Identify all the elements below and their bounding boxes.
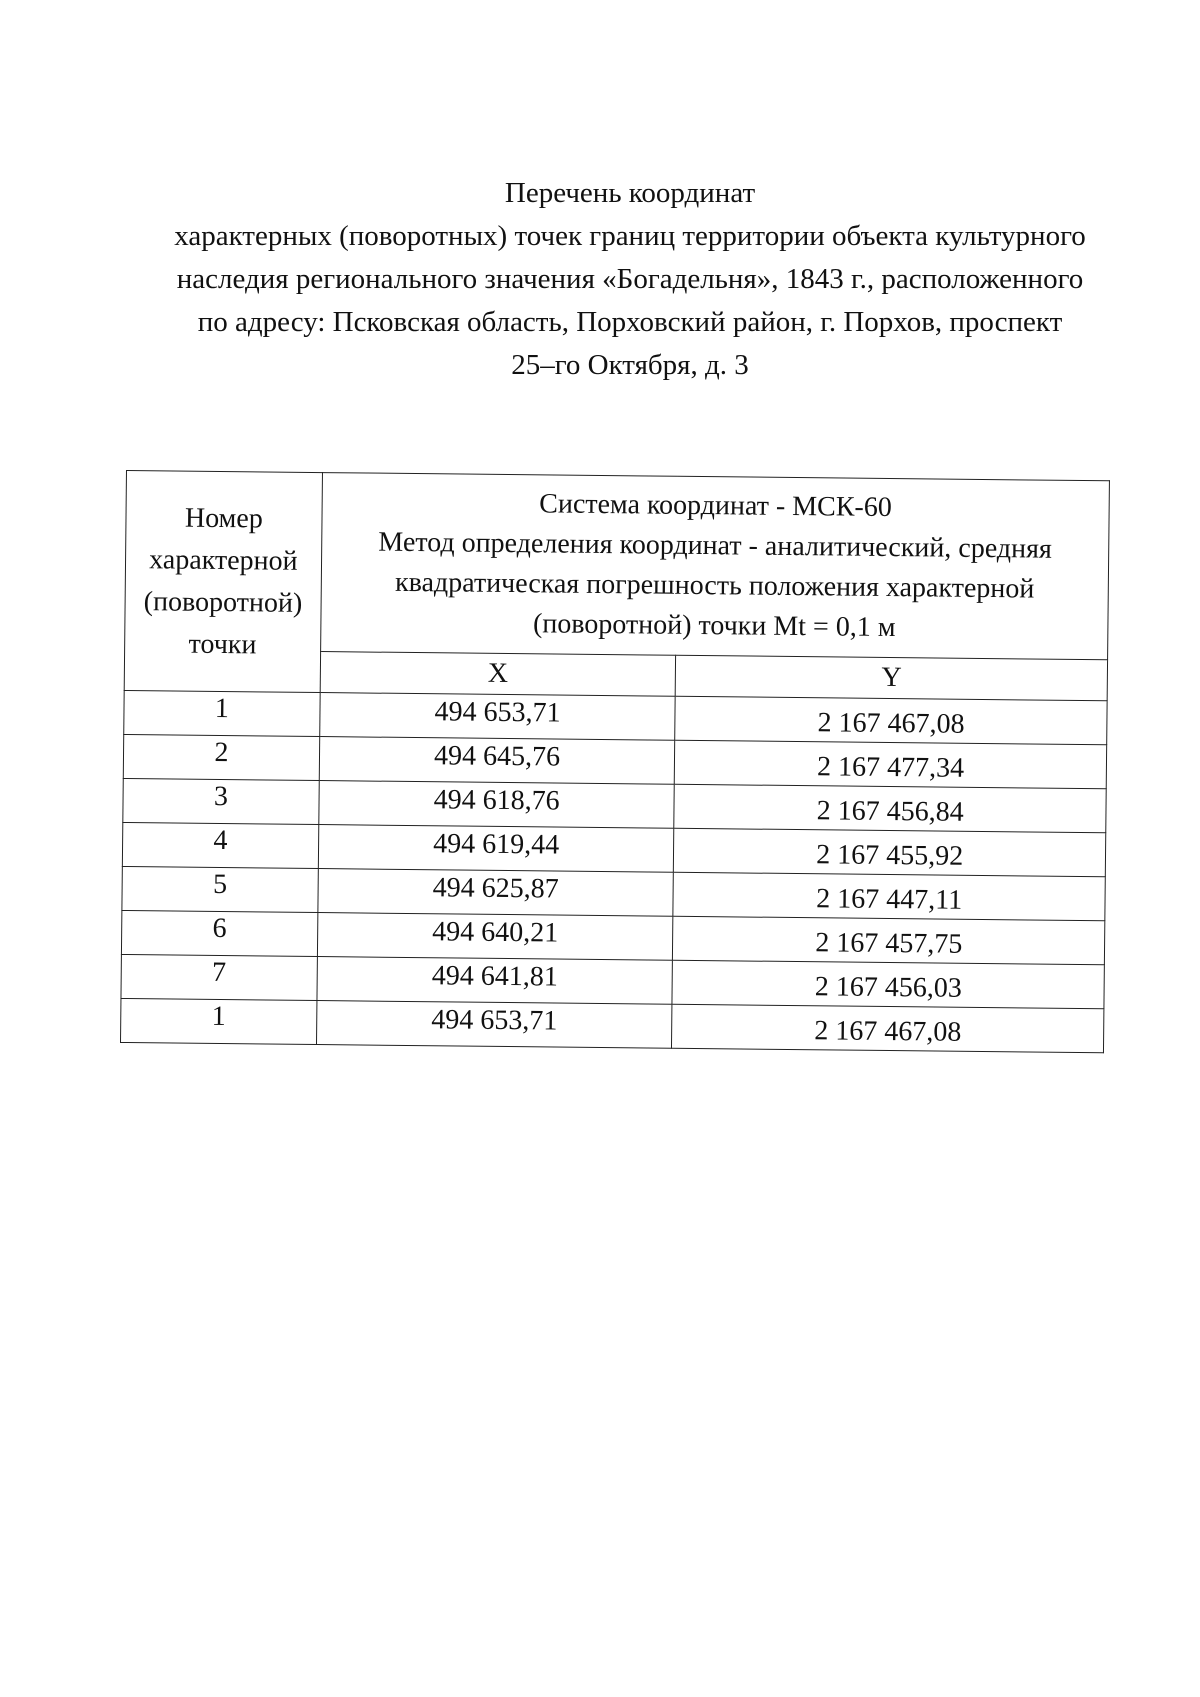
title-line: характерных (поворотных) точек границ территории объекта культурного — [174, 220, 1086, 252]
header-text: (поворотной) — [143, 585, 303, 619]
header-point-number — [124, 471, 322, 693]
title-line: Перечень координат — [504, 177, 756, 209]
y-coordinate: 2 167 467,08 — [672, 1004, 1104, 1053]
y-coordinate: 2 167 457,75 — [673, 916, 1105, 965]
x-coordinate: 494 640,21 — [317, 913, 673, 961]
point-number: 4 — [122, 822, 318, 868]
y-coordinate: 2 167 467,08 — [675, 696, 1107, 745]
header-text: Система координат - МСК-60 — [539, 488, 892, 524]
point-number: 7 — [121, 954, 317, 1000]
header-coordinate-system — [320, 473, 1109, 660]
x-coordinate: 494 645,76 — [319, 737, 675, 785]
header-text: точки — [188, 628, 257, 660]
point-number: 1 — [124, 690, 320, 736]
x-coordinate: 494 619,44 — [318, 825, 674, 873]
x-coordinate: 494 653,71 — [319, 693, 675, 741]
document-title — [130, 172, 1130, 387]
point-number: 1 — [121, 998, 317, 1044]
header-text: характерной — [149, 543, 298, 577]
y-coordinate: 2 167 477,34 — [675, 740, 1107, 789]
x-coordinate: 494 625,87 — [318, 869, 674, 917]
y-coordinate: 2 167 447,11 — [673, 872, 1105, 921]
header-text: квадратическая погрешность положения характерной — [394, 566, 1035, 605]
header-text: (поворотной) точки Mt = 0,1 м — [532, 608, 896, 644]
x-coordinate: 494 653,71 — [316, 1001, 672, 1049]
table-header-row — [125, 471, 1110, 660]
title-line: наследия регионального значения «Богадельня», 1843 г., расположенного — [176, 263, 1084, 295]
y-coordinate: 2 167 456,03 — [672, 960, 1104, 1009]
header-text: Метод определения координат - аналитический, средняя — [378, 526, 1052, 565]
header-y: Y — [676, 655, 1108, 701]
x-coordinate: 494 641,81 — [317, 957, 673, 1005]
point-number: 5 — [122, 866, 318, 912]
coordinates-table — [120, 470, 1110, 1053]
y-coordinate: 2 167 455,92 — [674, 828, 1106, 877]
title-line: 25–го Октября, д. 3 — [511, 349, 749, 381]
x-coordinate: 494 618,76 — [319, 781, 675, 829]
point-number: 3 — [123, 778, 319, 824]
y-coordinate: 2 167 456,84 — [674, 784, 1106, 833]
point-number: 6 — [121, 910, 317, 956]
title-line: по адресу: Псковская область, Порховский район, г. Порхов, проспект — [197, 306, 1063, 338]
point-number: 2 — [123, 734, 319, 780]
header-text: Номер — [184, 502, 263, 534]
header-x: X — [320, 652, 676, 697]
